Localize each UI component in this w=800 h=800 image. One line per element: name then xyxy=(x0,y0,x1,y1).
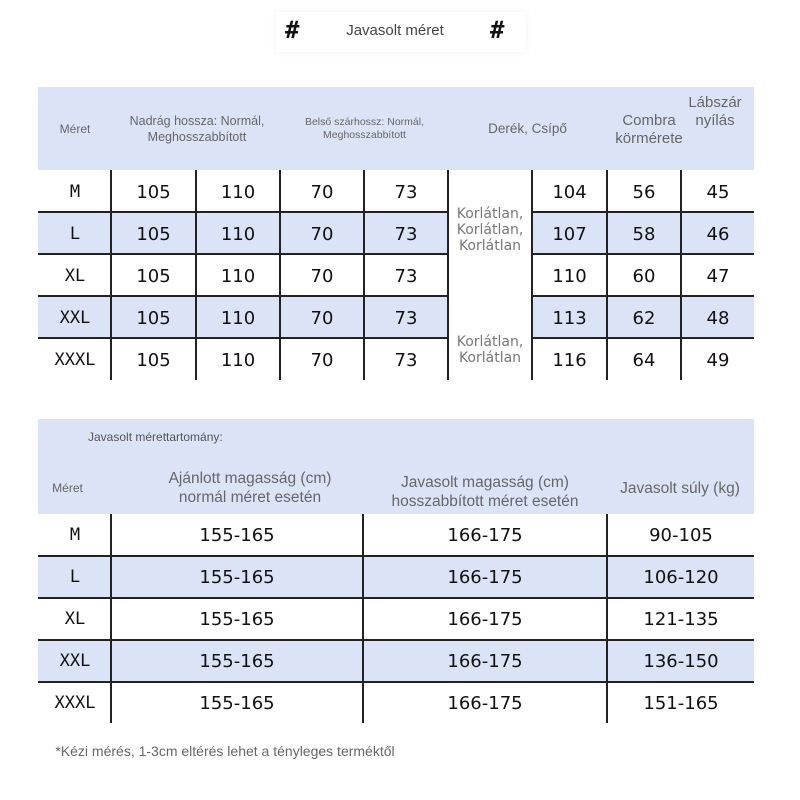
table-cell: 64 xyxy=(632,349,656,371)
table-cell: 166-175 xyxy=(447,524,523,546)
table-cell: 73 xyxy=(394,349,418,371)
header-pant-length: Nadrág hossza: Normál, Meghosszabbított xyxy=(129,113,265,144)
table-cell: 70 xyxy=(310,223,334,245)
table-cell: 155-165 xyxy=(199,692,275,714)
table-cell: 73 xyxy=(394,265,418,287)
header-size: Méret xyxy=(59,121,91,136)
table-cell: 47 xyxy=(706,265,730,287)
header-waist-hip: Derék, Csípő xyxy=(488,121,567,136)
table-cell: 107 xyxy=(552,223,587,245)
table-cell: 45 xyxy=(706,181,730,203)
table-cell: 70 xyxy=(310,265,334,287)
size-cell: XXXL xyxy=(54,350,96,370)
header-inseam: Belső szárhossz: Normál, Meghosszabbított xyxy=(304,115,425,141)
table-cell: 60 xyxy=(632,265,656,287)
page-title: Javasolt méret xyxy=(346,22,444,39)
table-cell: 110 xyxy=(220,265,256,287)
table-cell: 116 xyxy=(552,349,587,371)
table-cell: 166-175 xyxy=(447,692,523,714)
table-cell: 56 xyxy=(632,181,656,203)
table-cell: 48 xyxy=(706,307,730,329)
header-weight: Javasolt súly (kg) xyxy=(620,479,740,497)
size-cell: XL xyxy=(64,266,86,286)
header-height-normal: Ajánlott magasság (cm) normál méret esetén xyxy=(168,470,332,506)
table-cell: 73 xyxy=(394,181,418,203)
table-cell: 70 xyxy=(310,181,334,203)
header-thigh: Combra körmérete xyxy=(615,112,683,147)
table-cell: 105 xyxy=(136,265,171,287)
header-size: Méret xyxy=(52,481,83,495)
table-cell: 105 xyxy=(136,307,171,329)
table-cell: 121-135 xyxy=(643,608,719,630)
table-cell: 136-150 xyxy=(643,650,719,672)
table-cell: 46 xyxy=(706,223,730,245)
table-cell: 105 xyxy=(136,223,171,245)
table-cell: 110 xyxy=(220,223,256,245)
table-cell: 113 xyxy=(552,307,587,329)
range-caption: Javasolt mérettartomány: xyxy=(88,430,223,444)
size-cell: L xyxy=(69,224,81,244)
table-cell: 155-165 xyxy=(199,608,275,630)
table-cell: 155-165 xyxy=(199,566,275,588)
table-cell: 110 xyxy=(220,307,256,329)
table-cell: 58 xyxy=(632,223,656,245)
size-cell: M xyxy=(69,525,81,545)
table-cell: 166-175 xyxy=(447,650,523,672)
merged-note-2: Korlátlan, Korlátlan xyxy=(456,334,524,366)
table-cell: 166-175 xyxy=(447,608,523,630)
table-cell: 155-165 xyxy=(199,524,275,546)
table-cell: 62 xyxy=(632,307,656,329)
merged-note-1: Korlátlan, Korlátlan, Korlátlan xyxy=(456,206,524,254)
size-cell: XXL xyxy=(59,308,91,328)
table-cell: 110 xyxy=(220,349,256,371)
table-cell: 105 xyxy=(136,349,171,371)
header-height-long: Javasolt magasság (cm) hosszabbított méret esetén xyxy=(391,474,579,510)
table-cell: 70 xyxy=(310,349,334,371)
footnote: *Kézi mérés, 1-3cm eltérés lehet a tényleges terméktől xyxy=(55,743,395,759)
hash-left: # xyxy=(285,16,300,44)
table-cell: 70 xyxy=(310,307,334,329)
table-cell: 110 xyxy=(220,181,256,203)
table-cell: 73 xyxy=(394,307,418,329)
table-cell: 73 xyxy=(394,223,418,245)
table-cell: 155-165 xyxy=(199,650,275,672)
size-cell: XXL xyxy=(59,651,91,671)
table-cell: 105 xyxy=(136,181,171,203)
table-cell: 110 xyxy=(552,265,587,287)
size-cell: XXXL xyxy=(54,693,96,713)
table-cell: 49 xyxy=(706,349,730,371)
table-cell: 104 xyxy=(552,181,587,203)
table-cell: 106-120 xyxy=(643,566,719,588)
header-leg-opening: Lábszár nyílás xyxy=(688,94,742,129)
size-cell: M xyxy=(69,182,81,202)
size-cell: XL xyxy=(64,609,86,629)
table-cell: 90-105 xyxy=(649,524,713,546)
hash-right: # xyxy=(490,16,505,44)
size-cell: L xyxy=(69,567,81,587)
table-cell: 151-165 xyxy=(643,692,719,714)
table-cell: 166-175 xyxy=(447,566,523,588)
